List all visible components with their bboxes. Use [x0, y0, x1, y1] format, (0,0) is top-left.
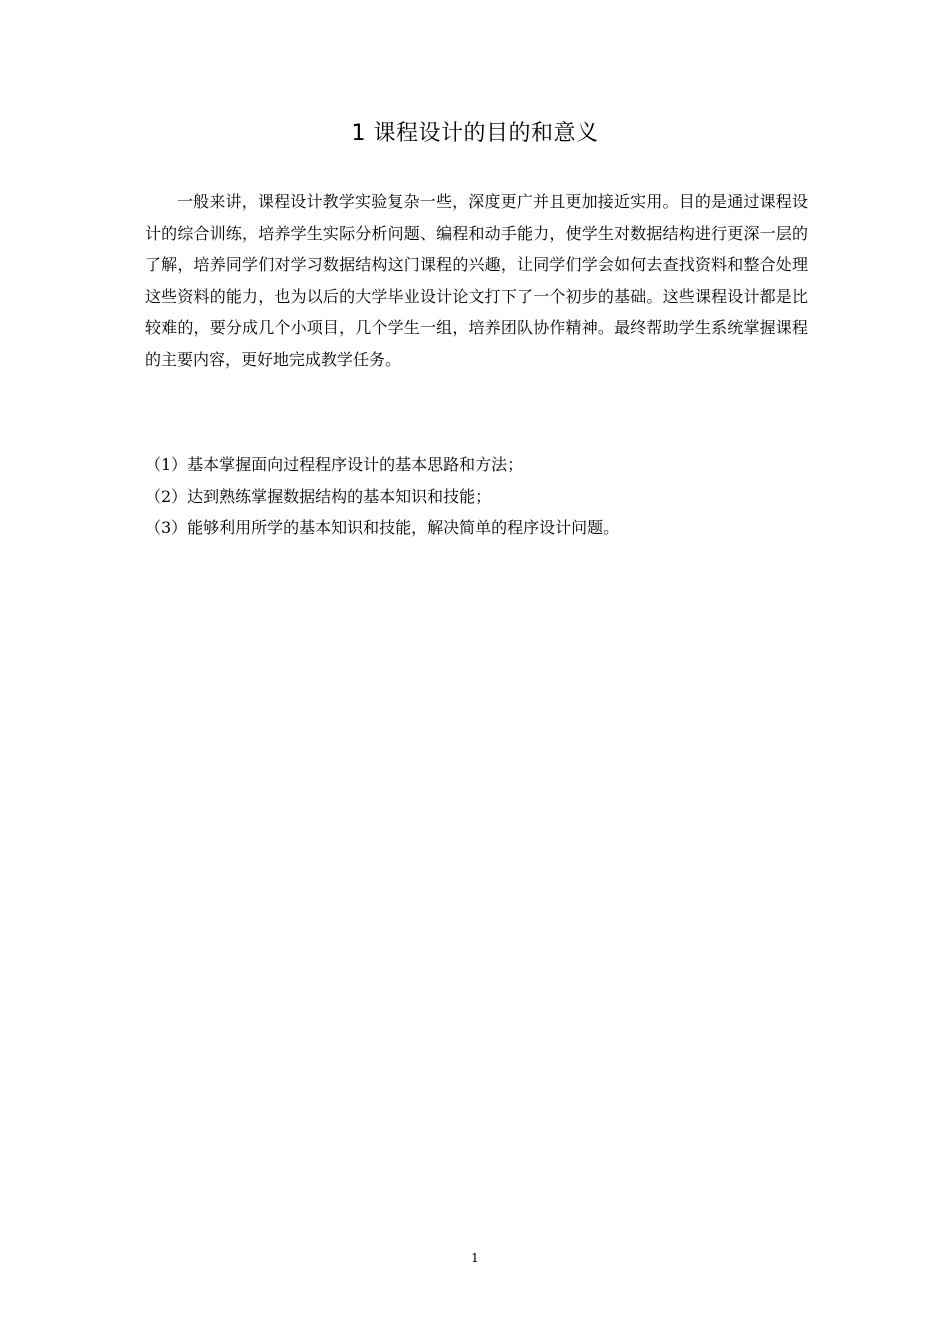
objectives-list: [145, 449, 815, 544]
list-item: （2）达到熟练掌握数据结构的基本知识和技能；: [145, 486, 492, 506]
list-item: （3）能够利用所学的基本知识和技能，解决简单的程序设计问题。: [145, 518, 620, 538]
body-paragraph: 一般来讲，课程设计教学实验复杂一些，深度更广并且更加接近实用。目的是通过课程设计的综合训练，培养学生实际分析问题、编程和动手能力，使学生对数据结构进行更深一层的了解，培养同学们对学习数据结构这门课程的兴趣，让同学们学会如何去查找资料和整合处理这些资料的能力，也为以后的大学毕业设计论文打下了一个初步的基础。这些课程设计都是比较难的，要分成几个小项目，几个学生一组，培养团队协作精神。最终帮助学生系统掌握课程的主要内容，更好地完成教学任务。: [145, 192, 808, 369]
page-number: 1: [471, 1251, 479, 1265]
list-item: （1）基本掌握面向过程程序设计的基本思路和方法；: [145, 455, 524, 474]
section-title: 1 课程设计的目的和意义: [351, 121, 599, 146]
